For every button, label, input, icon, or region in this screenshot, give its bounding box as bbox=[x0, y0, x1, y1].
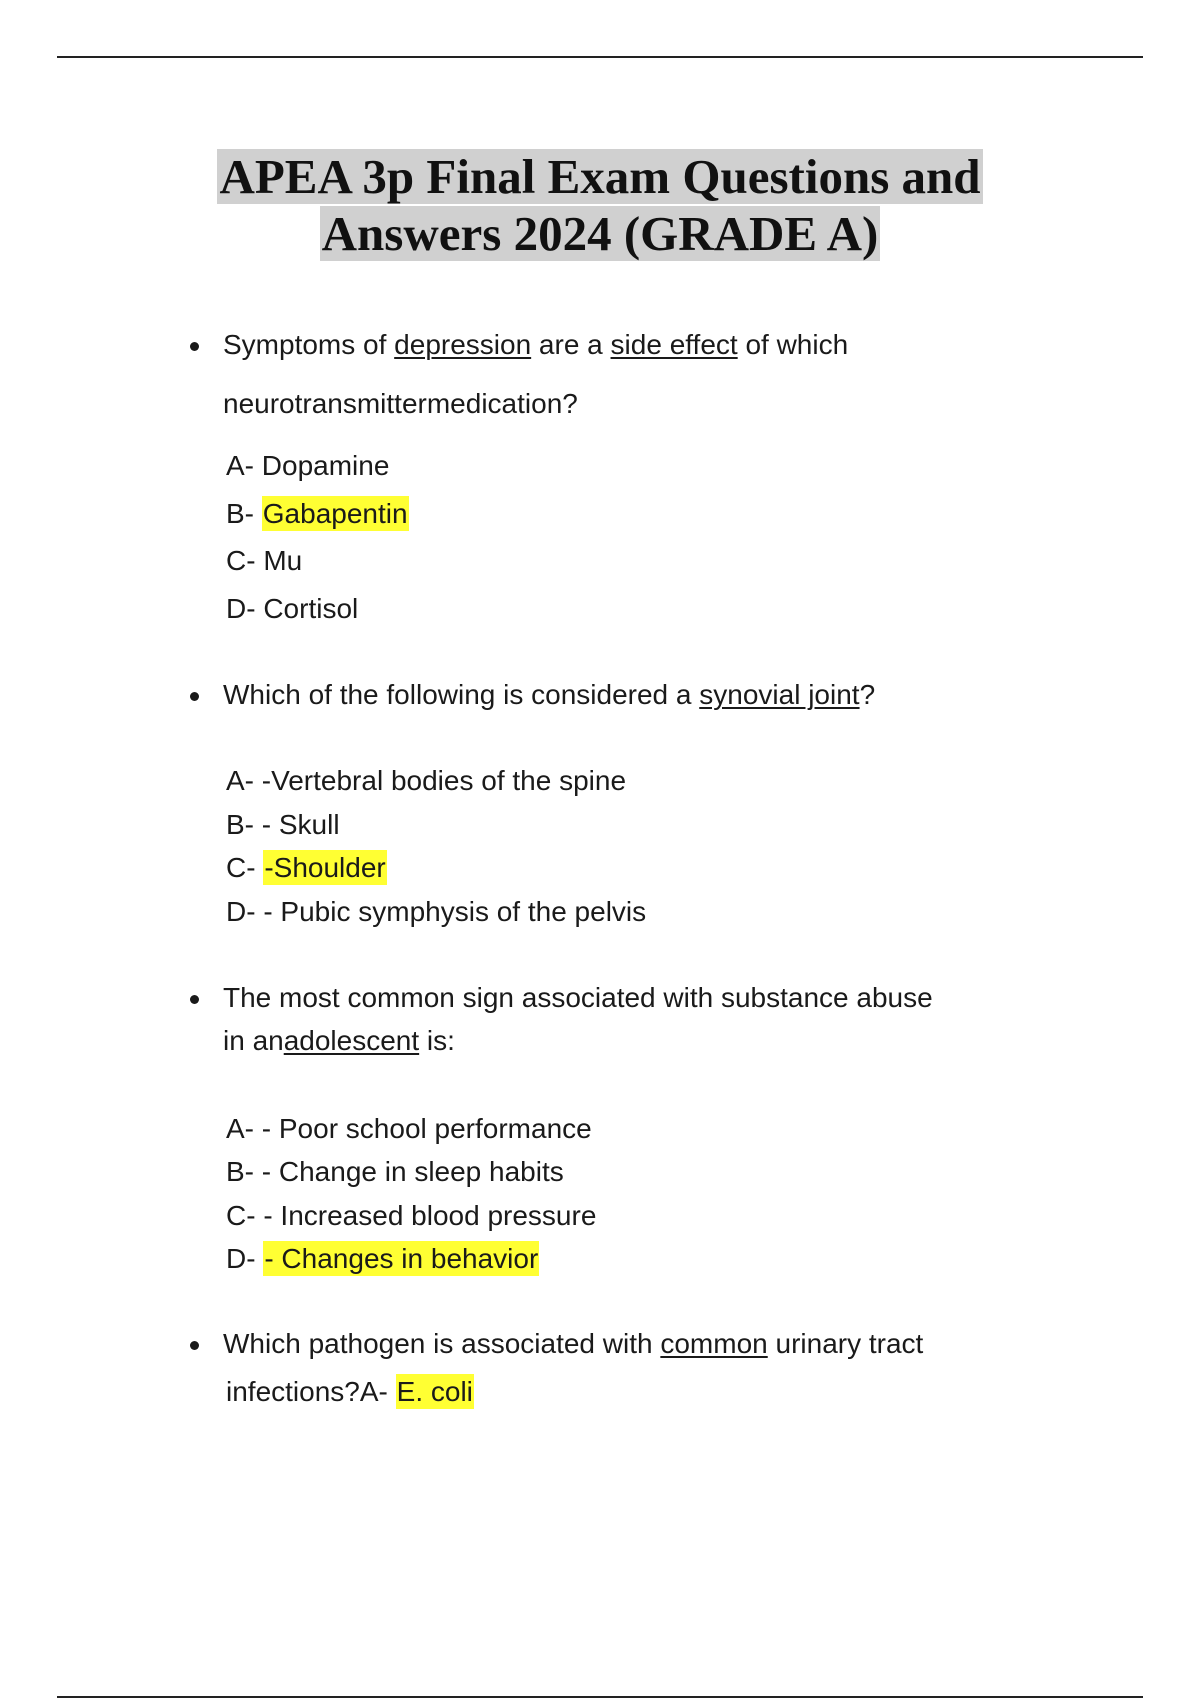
bullet-icon bbox=[190, 1341, 199, 1350]
question-4-line-1: Which pathogen is associated with common urinary tract bbox=[223, 1328, 924, 1359]
question-2-line-1: Which of the following is considered a synovial joint? bbox=[223, 679, 876, 710]
q3-option-d: D- - Changes in behavior bbox=[226, 1243, 539, 1274]
q1-option-d: D- Cortisol bbox=[226, 593, 359, 624]
q1-option-b: B- Gabapentin bbox=[226, 498, 408, 529]
q2-option-d: D- - Pubic symphysis of the pelvis bbox=[226, 896, 647, 927]
answer-highlight: E. coli bbox=[396, 1376, 473, 1407]
question-3-line-2: in anadolescent is: bbox=[223, 1025, 455, 1056]
q1-option-c: C- Mu bbox=[226, 545, 303, 576]
answer-highlight: -Shoulder bbox=[264, 852, 386, 883]
title-line-1: APEA 3p Final Exam Questions and bbox=[219, 149, 981, 204]
q2-option-a: A- -Vertebral bodies of the spine bbox=[226, 765, 627, 796]
question-3-line-1: The most common sign associated with substance abuse bbox=[223, 982, 933, 1013]
top-rule bbox=[57, 56, 1143, 58]
q2-option-b: B- - Skull bbox=[226, 809, 340, 840]
question-4-line-2: infections?A- E. coli bbox=[226, 1376, 473, 1407]
q3-option-c: C- - Increased blood pressure bbox=[226, 1200, 597, 1231]
question-1-line-1: Symptoms of depression are a side effect of which bbox=[223, 329, 849, 360]
answer-highlight: Gabapentin bbox=[262, 498, 408, 529]
bottom-rule bbox=[57, 1696, 1143, 1698]
bullet-icon bbox=[190, 692, 199, 701]
question-1-line-2: neurotransmittermedication? bbox=[223, 388, 578, 419]
document-title bbox=[0, 148, 1200, 262]
q3-option-b: B- - Change in sleep habits bbox=[226, 1156, 564, 1187]
bullet-icon bbox=[190, 342, 199, 351]
title-line-2: Answers 2024 (GRADE A) bbox=[321, 206, 879, 261]
q1-option-a: A- Dopamine bbox=[226, 450, 390, 481]
bullet-icon bbox=[190, 995, 199, 1004]
q3-option-a: A- - Poor school performance bbox=[226, 1113, 592, 1144]
q2-option-c: C- -Shoulder bbox=[226, 852, 386, 883]
answer-highlight: - Changes in behavior bbox=[264, 1243, 539, 1274]
